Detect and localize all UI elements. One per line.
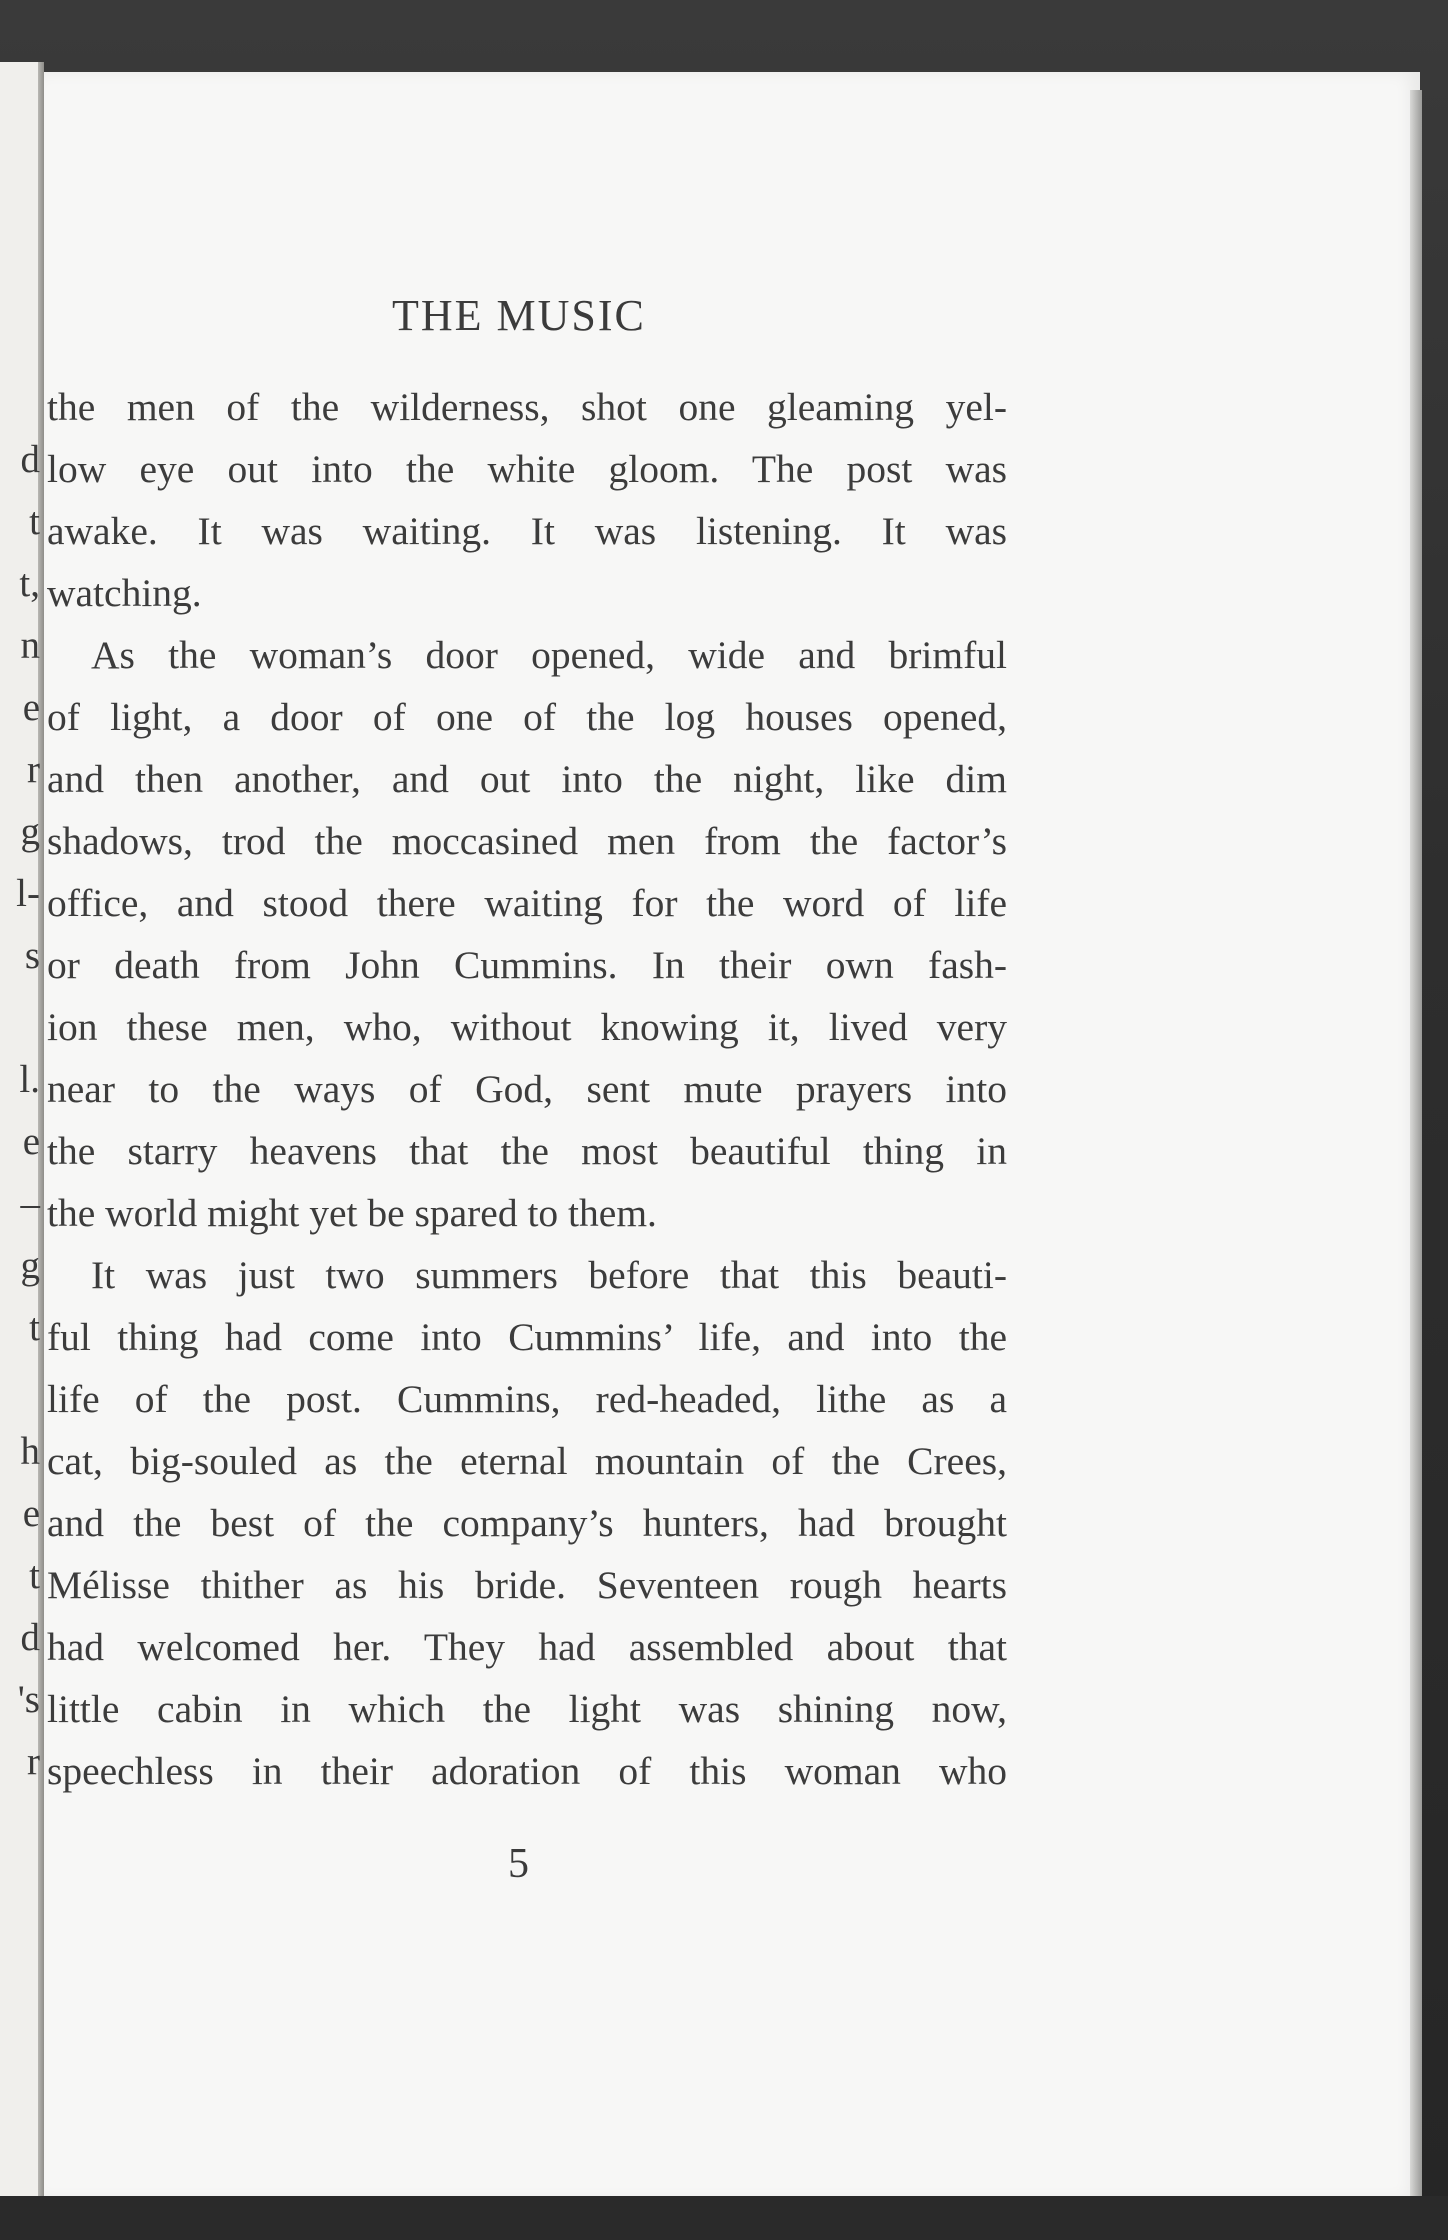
text-line: ful thing had come into Cummins’ life, and into the bbox=[47, 1315, 1007, 1359]
fragment: l- bbox=[16, 872, 40, 915]
text-line: the world might yet be spared to them. bbox=[47, 1191, 657, 1235]
fragment: d bbox=[20, 1616, 40, 1659]
fragment: g bbox=[20, 810, 40, 853]
fragment: g bbox=[20, 1244, 40, 1287]
text-line: life of the post. Cummins, red-headed, lithe as a bbox=[47, 1377, 1007, 1421]
text-line: speechless in their adoration of this woman who bbox=[47, 1749, 1007, 1793]
fragment: e bbox=[22, 686, 40, 729]
text-line: of light, a door of one of the log houses opened, bbox=[47, 695, 1007, 739]
fragment: l. bbox=[19, 1058, 40, 1101]
fragment: r bbox=[27, 1740, 40, 1783]
text-line: near to the ways of God, sent mute prayers into bbox=[47, 1067, 1007, 1111]
fragment: – bbox=[20, 1182, 40, 1225]
text-line: As the woman’s door opened, wide and brimful bbox=[91, 633, 1007, 677]
running-head: THE MUSIC bbox=[392, 291, 646, 340]
text-line: had welcomed her. They had assembled about that bbox=[47, 1625, 1007, 1669]
text-line: office, and stood there waiting for the word of life bbox=[47, 881, 1007, 925]
fragment: e bbox=[22, 1492, 40, 1535]
fragment: t bbox=[29, 1306, 40, 1349]
text-line: or death from John Cummins. In their own fash- bbox=[47, 943, 1007, 987]
text-line: shadows, trod the moccasined men from the factor’s bbox=[47, 819, 1007, 863]
fragment: t bbox=[29, 500, 40, 543]
text-line: cat, big-souled as the eternal mountain of the Crees, bbox=[47, 1439, 1007, 1483]
text-line: little cabin in which the light was shining now, bbox=[47, 1687, 1007, 1731]
fragment: 's bbox=[17, 1678, 40, 1721]
fragment: d bbox=[20, 438, 40, 481]
fragment: t, bbox=[19, 562, 40, 605]
body-text bbox=[47, 376, 1007, 1802]
fragment: h bbox=[20, 1430, 40, 1473]
text-line: and the best of the company’s hunters, had brought bbox=[47, 1501, 1007, 1545]
text-line: ion these men, who, without knowing it, lived very bbox=[47, 1005, 1007, 1049]
text-line: and then another, and out into the night, like dim bbox=[47, 757, 1007, 801]
text-line: the men of the wilderness, shot one gleaming yel- bbox=[47, 385, 1007, 429]
fragment: n bbox=[20, 624, 40, 667]
text-line: the starry heavens that the most beautiful thing in bbox=[47, 1129, 1007, 1173]
text-line: It was just two summers before that this beauti- bbox=[91, 1253, 1007, 1297]
fragment: e bbox=[22, 1120, 40, 1163]
page-right-edge bbox=[1410, 90, 1422, 2200]
fragment: s bbox=[24, 934, 40, 977]
previous-page-text-fragments bbox=[0, 0, 40, 2240]
fragment: r bbox=[27, 748, 40, 791]
text-line: awake. It was waiting. It was listening. It was bbox=[47, 509, 1007, 553]
fragment: t bbox=[29, 1554, 40, 1597]
scan-bottom-border bbox=[0, 2196, 1448, 2240]
text-line: low eye out into the white gloom. The post was bbox=[47, 447, 1007, 491]
page-number: 5 bbox=[508, 1841, 529, 1887]
text-line: Mélisse thither as his bride. Seventeen rough hearts bbox=[47, 1563, 1007, 1607]
text-line: watching. bbox=[47, 571, 202, 615]
